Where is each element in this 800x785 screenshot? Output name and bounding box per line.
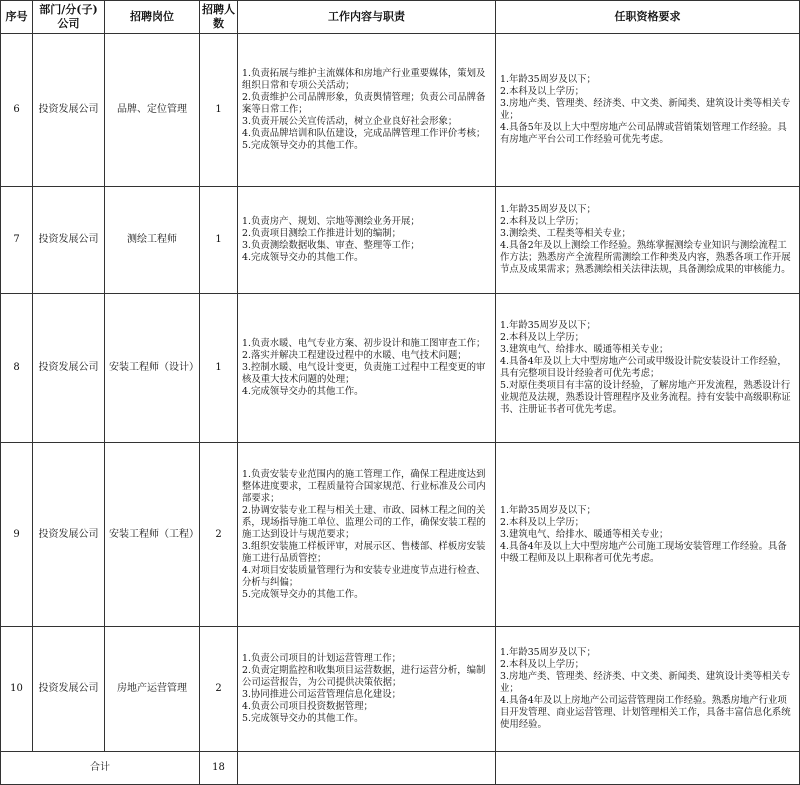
- duty-item: 3.负责开展公关宣传活动，树立企业良好社会形象；: [242, 116, 458, 127]
- total-empty-requirements: [496, 752, 800, 785]
- total-label: 合计: [1, 752, 200, 785]
- duty-item: 3.负责测绘数据收集、审查、整理等工作；: [242, 240, 420, 251]
- header-requirements: 任职资格要求: [496, 1, 800, 34]
- header-count: 招聘人数: [200, 1, 238, 34]
- header-seq: 序号: [1, 1, 33, 34]
- duty-item: 3.控制水暖、电气设计变更，负责施工过程中工程变更的审核及重大技术问题的处理；: [242, 362, 486, 385]
- row-position: 房地产运营管理: [105, 627, 200, 752]
- requirement-item: 2.本科及以上学历；: [500, 86, 584, 97]
- duty-item: 1.负责房产、规划、宗地等测绘业务开展；: [242, 216, 420, 227]
- duty-item: 1.负责拓展与维护主流媒体和房地产行业重要媒体，策划及组织日常和专项公关活动；: [242, 68, 486, 91]
- total-empty-duties: [238, 752, 496, 785]
- requirement-item: 4.具备4年及以上大中型房地产公司施工现场安装管理工作经验。具备中级工程师及以上职称者可优先考虑。: [500, 540, 787, 564]
- requirement-item: 3.房地产类、管理类、经济类、中文类、新闻类、建筑设计类等相关专业；: [500, 671, 791, 694]
- row-requirements: [496, 627, 800, 752]
- row-seq: 9: [1, 443, 33, 627]
- row-dept: 投资发展公司: [33, 187, 105, 294]
- duty-item: 2.负责项目测绘工作推进计划的编制；: [242, 228, 401, 239]
- requirement-item: 1.年龄35周岁及以下；: [500, 647, 596, 658]
- row-position: 测绘工程师: [105, 187, 200, 294]
- row-requirements: [496, 187, 800, 294]
- row-requirements: [496, 443, 800, 627]
- duty-item: 4.负责公司项目投资数据管理；: [242, 701, 373, 712]
- requirement-item: 4.具备2年及以上测绘工作经验。熟练掌握测绘专业知识与测绘流程工作方法；熟悉房产全流程所需测绘工作种类及内容，熟悉各项工作开展节点及成果需求；熟悉测绘相关法律法规，具备测绘成果的审核能力。: [500, 240, 791, 275]
- row-seq: 10: [1, 627, 33, 752]
- row-count: 1: [200, 34, 238, 187]
- header-duties: 工作内容与职责: [238, 1, 496, 34]
- requirement-item: 2.本科及以上学历；: [500, 216, 584, 227]
- table-row: [1, 443, 800, 627]
- row-position: 安装工程师（工程）: [105, 443, 200, 627]
- requirement-item: 1.年龄35周岁及以下；: [500, 320, 596, 331]
- requirement-item: 1.年龄35周岁及以下；: [500, 74, 596, 85]
- requirement-item: 4.具备4年及以上大中型房地产公司或甲级设计院安装设计工作经验，具有完整项目设计经验者可优先考虑；: [500, 356, 787, 379]
- duty-item: 4.完成领导交办的其他工作。: [242, 386, 364, 397]
- table-row: [1, 34, 800, 187]
- requirement-item: 3.测绘类、工程类等相关专业；: [500, 228, 631, 239]
- duty-item: 4.负责品牌培训和队伍建设，完成品牌管理工作评价考核；: [242, 128, 486, 139]
- duty-item: 1.负责公司项目的计划运营管理工作；: [242, 653, 401, 664]
- row-seq: 8: [1, 294, 33, 443]
- requirement-item: 3.建筑电气、给排水、暖通等相关专业；: [500, 344, 669, 355]
- row-count: 1: [200, 187, 238, 294]
- row-duties: [238, 627, 496, 752]
- requirement-item: 1.年龄35周岁及以下；: [500, 204, 596, 215]
- row-position: 安装工程师（设计）: [105, 294, 200, 443]
- header-row: [1, 1, 800, 34]
- row-duties: [238, 187, 496, 294]
- requirement-item: 2.本科及以上学历；: [500, 659, 584, 670]
- row-duties: [238, 34, 496, 187]
- row-count: 2: [200, 443, 238, 627]
- row-count: 2: [200, 627, 238, 752]
- row-duties: [238, 294, 496, 443]
- total-row: [1, 752, 800, 785]
- row-dept: 投资发展公司: [33, 294, 105, 443]
- row-requirements: [496, 34, 800, 187]
- row-requirements: [496, 294, 800, 443]
- duty-item: 3.组织安装施工样板评审，对展示区、售楼部、样板房安装施工进行品质管控；: [242, 540, 486, 564]
- duty-item: 4.完成领导交办的其他工作。: [242, 252, 364, 263]
- duty-item: 5.完成领导交办的其他工作。: [242, 713, 364, 724]
- duty-item: 3.协同推进公司运营管理信息化建设；: [242, 689, 401, 700]
- duty-item: 1.负责水暖、电气专业方案、初步设计和施工图审查工作；: [242, 338, 486, 349]
- duty-item: 2.落实并解决工程建设过程中的水暖、电气技术问题；: [242, 350, 467, 361]
- duty-item: 4.对项目安装质量管理行为和安装专业进度节点进行检查、分析与纠偏；: [242, 564, 486, 588]
- requirement-item: 2.本科及以上学历；: [500, 516, 584, 528]
- row-dept: 投资发展公司: [33, 443, 105, 627]
- requirement-item: 3.房地产类、管理类、经济类、中文类、新闻类、建筑设计类等相关专业；: [500, 98, 791, 121]
- row-position: 品牌、定位管理: [105, 34, 200, 187]
- row-dept: 投资发展公司: [33, 627, 105, 752]
- table-row: [1, 294, 800, 443]
- requirement-item: 5.对原住类项目有丰富的设计经验，了解房地产开发流程，熟悉设计行业规范及法规，熟悉设计管理程序及业务流程。持有安装中高级职称证书、注册证书者可优先考虑。: [500, 380, 791, 415]
- requirement-item: 4.具备4年及以上房地产公司运营管理岗工作经验。熟悉房地产行业项目开发管理、商业运营管理、计划管理相关工作，具备丰富信息化系统使用经验。: [500, 695, 791, 730]
- total-count: 18: [200, 752, 238, 785]
- row-seq: 6: [1, 34, 33, 187]
- duty-item: 2.负责维护公司品牌形象，负责舆情管理；负责公司品牌备案等日常工作；: [242, 92, 486, 115]
- row-duties: [238, 443, 496, 627]
- requirement-item: 4.具备5年及以上大中型房地产公司品牌或营销策划管理工作经验。具有房地产平台公司工作经验可优先考虑。: [500, 122, 787, 145]
- requirement-item: 1.年龄35周岁及以下；: [500, 504, 596, 516]
- row-seq: 7: [1, 187, 33, 294]
- header-dept: 部门/分(子)公司: [33, 1, 105, 34]
- table-row: [1, 627, 800, 752]
- duty-item: 2.负责定期监控和收集项目运营数据，进行运营分析，编制公司运营报告，为公司提供决策依据；: [242, 665, 486, 688]
- header-position: 招聘岗位: [105, 1, 200, 34]
- duty-item: 5.完成领导交办的其他工作。: [242, 588, 364, 600]
- row-dept: 投资发展公司: [33, 34, 105, 187]
- row-count: 1: [200, 294, 238, 443]
- duty-item: 2.协调安装专业工程与相关土建、市政、园林工程之间的关系，现场指导施工单位、监理公司的工作，确保安装工程的施工达到设计与规范要求；: [242, 504, 486, 540]
- duty-item: 1.负责安装专业范围内的施工管理工作，确保工程进度达到整体进度要求，工程质量符合国家规范、行业标准及公司内部要求；: [242, 468, 486, 504]
- table-row: [1, 187, 800, 294]
- requirement-item: 2.本科及以上学历；: [500, 332, 584, 343]
- requirement-item: 3.建筑电气、给排水、暖通等相关专业；: [500, 528, 669, 540]
- table-body: [1, 34, 800, 785]
- duty-item: 5.完成领导交办的其他工作。: [242, 140, 364, 151]
